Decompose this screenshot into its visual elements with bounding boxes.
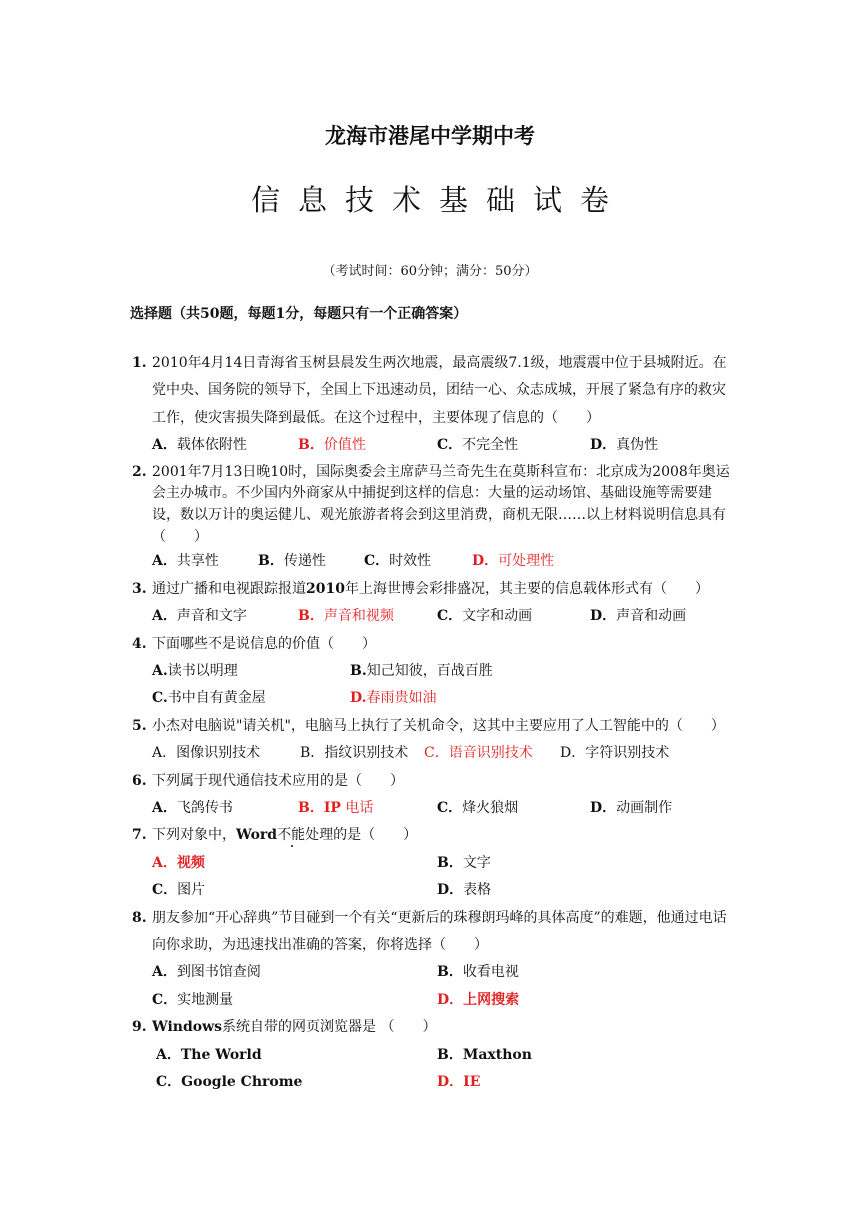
option-row: [132, 987, 737, 1014]
option-row: [132, 740, 737, 767]
option-b-correct: B．声音和视频: [298, 608, 394, 625]
option-d-correct: D.春雨贵如油: [350, 690, 437, 707]
question-text: 下面哪些不是说信息的价值（ ）: [152, 635, 376, 652]
option-c: C．时效性: [364, 553, 432, 570]
question-text: 2001年7月13日晚10时，国际奥委会主席萨马兰奇先生在莫斯科宣布：北京成为2008年奥运会主办城市。不少国内外商家从中捕捉到这样的信息：大量的运动场馆、基础设施等需要建设，数以万计的奥运健儿、观光旅游者将会到这里消费，商机无限……以上材料说明信息具有（ ）: [152, 463, 730, 545]
question-2: [132, 462, 737, 576]
option-row: [132, 877, 737, 904]
question-4: [132, 631, 737, 713]
option-row: [132, 658, 737, 685]
question-number: 4.: [132, 635, 147, 652]
option-row: [132, 1069, 737, 1096]
option-b-correct: B．IP 电话: [298, 800, 374, 816]
option-c: C．烽火狼烟: [437, 800, 519, 816]
question-text: 2010年4月14日青海省玉树县晨发生两次地震，最高震级7.1级，地震震中位于县城附近。在党中央、国务院的领导下，全国上下迅速动员，团结一心、众志成城，开展了紧急有序的救灾工作，使灾害损失降到最低。在这个过程中，主要体现了信息的（ ）: [152, 355, 727, 426]
option-row: [132, 959, 737, 986]
option-c: C．文字和动画: [437, 608, 533, 625]
option-b: B．Maxthon: [437, 1046, 532, 1063]
question-number: 3.: [132, 580, 147, 597]
question-8: [132, 905, 737, 1015]
question-number: 9.: [132, 1019, 147, 1036]
question-text: 朋友参加“开心辞典”节目碰到一个有关“更新后的珠穆朗玛峰的具体高度”的难题，他通过电话向你求助，为迅速找出准确的答案，你将选择（ ）: [152, 909, 727, 953]
question-stem: 7. 下列对象中，Word不能处理的是（ ）: [132, 822, 737, 849]
option-a: A．图像识别技术: [152, 745, 261, 762]
question-5: [132, 713, 737, 768]
option-b: B．传递性: [258, 553, 326, 570]
option-a: A.读书以明理: [152, 663, 238, 680]
option-row: [132, 1042, 737, 1069]
question-9: [132, 1014, 737, 1096]
section-heading: 选择题（共50题，每题1分，每题只有一个正确答案）: [130, 306, 468, 322]
option-row: [132, 795, 737, 822]
option-d-correct: D．上网搜索: [437, 991, 520, 1008]
option-a: A．声音和文字: [152, 608, 247, 625]
school-exam-title: 龙海市港尾中学期中考: [325, 123, 535, 148]
option-a: A．飞鸽传书: [152, 800, 233, 816]
option-d: D．声音和动画: [590, 608, 687, 625]
option-d: D．表格: [437, 882, 492, 899]
option-b: B．指纹识别技术: [300, 745, 409, 762]
question-6: [132, 768, 737, 823]
question-7: [132, 822, 737, 904]
option-c: C.书中自有黄金屋: [152, 690, 266, 707]
question-stem: 9. Windows系统自带的网页浏览器是 （ ）: [132, 1014, 737, 1041]
question-text: 小杰对电脑说"请关机"，电脑马上执行了关机命令，这其中主要应用了人工智能中的（ ）: [152, 717, 725, 734]
emphasis-dotted-text: 不能: [277, 827, 306, 844]
question-stem: [132, 631, 737, 658]
question-stem: [132, 713, 737, 740]
option-a: A．The World: [156, 1046, 262, 1063]
question-stem: [132, 462, 737, 549]
question-3: [132, 576, 737, 631]
option-b: B．收看电视: [437, 964, 519, 981]
question-stem: [132, 905, 737, 960]
option-d-correct: D．IE: [437, 1073, 481, 1090]
question-text: 下列属于现代通信技术应用的是（ ）: [152, 772, 404, 789]
option-c: C．Google Chrome: [156, 1073, 303, 1090]
option-c: C．图片: [152, 882, 206, 899]
option-d: D．字符识别技术: [560, 745, 670, 762]
question-number: 7.: [132, 827, 147, 844]
option-a: A．到图书馆查阅: [152, 964, 261, 981]
option-row: [132, 685, 737, 712]
option-c: C．不完全性: [437, 437, 519, 454]
option-b: B．文字: [437, 854, 491, 871]
question-number: 1.: [132, 355, 147, 371]
option-a: A．载体依附性: [152, 437, 247, 454]
question-number: 8.: [132, 909, 147, 926]
option-d-correct: D．可处理性: [472, 553, 555, 570]
option-d: D．动画制作: [590, 800, 673, 816]
option-d: D．真伪性: [590, 437, 659, 454]
option-b: B.知己知彼，百战百胜: [350, 663, 493, 680]
option-row: [132, 548, 737, 575]
option-b-correct: B．价值性: [298, 437, 366, 454]
option-a-correct: A．视频: [152, 854, 205, 871]
question-stem: [132, 768, 737, 795]
option-a: A．共享性: [152, 553, 219, 570]
question-number: 6.: [132, 772, 147, 789]
question-1: [132, 350, 737, 460]
question-stem: [132, 350, 737, 432]
exam-info: （考试时间：60分钟；满分：50分）: [322, 264, 538, 279]
option-c-correct: C．语音识别技术: [424, 745, 533, 762]
question-stem: 3. 通过广播和电视跟踪报道2010年上海世博会彩排盛况，其主要的信息载体形式有（ ）: [132, 576, 737, 603]
question-number: 2.: [132, 463, 147, 480]
option-c: C．实地测量: [152, 991, 234, 1008]
question-list: [132, 350, 737, 1096]
option-row: [132, 603, 737, 630]
question-number: 5.: [132, 717, 147, 734]
exam-subject-title: 信息技术基础试卷: [250, 183, 627, 217]
option-row: [132, 432, 737, 459]
option-row: [132, 850, 737, 877]
